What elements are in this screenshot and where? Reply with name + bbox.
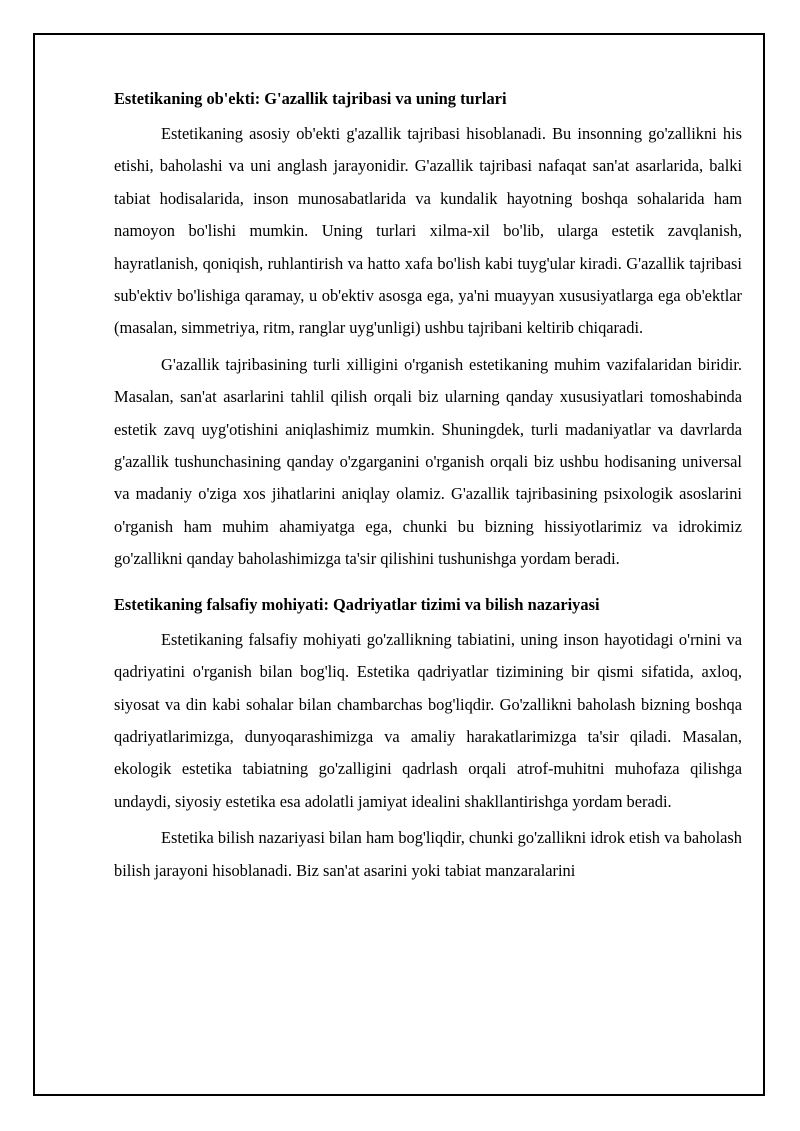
section-heading: Estetikaning ob'ekti: G'azallik tajribasi va uning turlari <box>114 89 507 108</box>
document-body <box>114 86 742 887</box>
paragraph: G'azallik tajribasining turli xilligini o'rganish estetikaning muhim vazifalaridan biridir. Masalan, san'at asarlarini tahlil qilish orqali biz ularning qanday xususiyatlari tomoshabinda estetik zavq uyg'otishini aniqlashimiz mumkin. Shuningdek, turli madaniyatlar va davrlarda g'azallik tushunchasining qanday o'zgarganini o'rganish orqali biz ushbu hodisaning universal va madaniy o'ziga xos jihatlarini aniqlay olamiz. G'azallik tajribasining psixologik asoslarini o'rganish ham muhim ahamiyatga ega, chunki bu bizning hissiyotlarimiz va idrokimiz go'zallikni qanday baholashimizga ta'sir qilishini tushunishga yordam beradi. <box>114 354 742 569</box>
paragraph: Estetikaning falsafiy mohiyati go'zallikning tabiatini, uning inson hayotidagi o'rnini va qadriyatini o'rganish bilan bog'liq. Estetika qadriyatlar tizimining bir qismi sifatida, axloq, siyosat va din kabi sohalar bilan chambarchas bog'liqdir. Go'zallikni baholash bizning boshqa qadriyatlarimizga, dunyoqarashimizga va amaliy harakatlarimizga ta'sir qiladi. Masalan, ekologik estetika tabiatning go'zalligini qadrlash orqali atrof-muhitni muhofaza qilishga undaydi, siyosiy estetika esa adolatli jamiyat idealini shakllantirishga yordam beradi. <box>114 629 742 811</box>
paragraph: Estetika bilish nazariyasi bilan ham bog'liqdir, chunki go'zallikni idrok etish va baholash bilish jarayoni hisoblanadi. Biz san'at asarini yoki tabiat manzaralarini <box>114 828 742 880</box>
paragraph: Estetikaning asosiy ob'ekti g'azallik tajribasi hisoblanadi. Bu insonning go'zallikni his etishi, baholashi va uni anglash jarayonidir. G'azallik tajribasi nafaqat san'at asarlarida, balki tabiat hodisalarida, inson munosabatlarida va kundalik hayotning boshqa sohalarida ham namoyon bo'lishi mumkin. Uning turlari xilma-xil bo'lib, ularga estetik zavqlanish, hayratlanish, qoniqish, ruhlantirish va hatto xafa bo'lish kabi tuyg'ular kiradi. G'azallik tajribasi sub'ektiv bo'lishiga qaramay, u ob'ektiv asosga ega, ya'ni muayyan xususiyatlarga ega ob'ektlar (masalan, simmetriya, ritm, ranglar uyg'unligi) ushbu tajribani keltirib chiqaradi. <box>114 124 742 338</box>
section-heading: Estetikaning falsafiy mohiyati: Qadriyatlar tizimi va bilish nazariyasi <box>114 594 600 614</box>
